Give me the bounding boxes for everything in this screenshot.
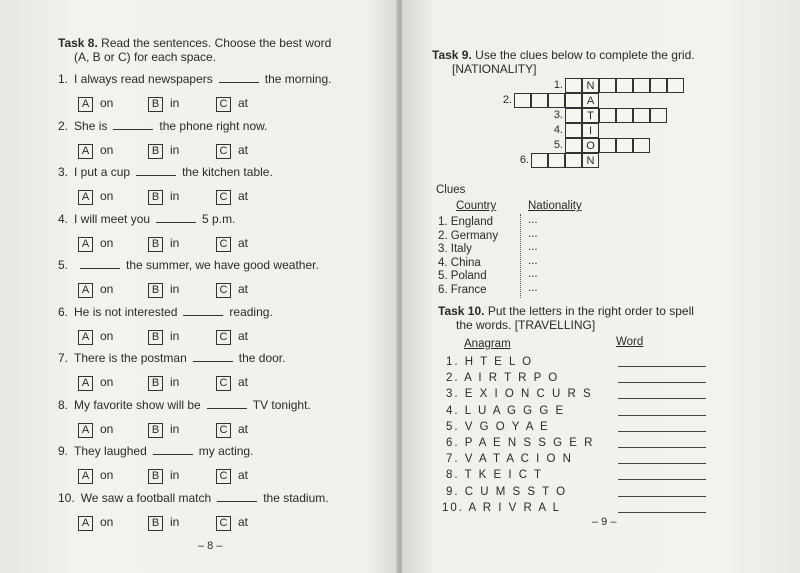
answer-line[interactable] [618,463,706,464]
option-letter-box[interactable]: A [78,97,93,112]
grid-row-label: 1. [553,79,563,91]
option-letter-box[interactable]: B [148,516,163,531]
country-clue: 3. Italy [438,243,472,255]
option-letter-box[interactable]: C [216,190,231,205]
answer-line[interactable] [618,447,706,448]
question-text-before: There is the postman [74,351,187,365]
option-a[interactable] [78,236,113,252]
grid-key-cell: I [582,123,599,138]
grid-cell[interactable] [599,138,616,153]
task10-title: Task 10. [438,304,485,318]
question-text-before: We saw a football match [80,490,212,505]
question-7 [58,351,285,365]
task8-heading [58,36,378,64]
question-number: 8. [58,397,69,412]
option-word: in [170,421,180,436]
option-letter-box[interactable]: B [148,376,163,391]
task9-instructions: Use the clues below to complete the grid. [475,48,695,62]
option-letter-box[interactable]: A [78,283,93,298]
grid-cell[interactable] [633,138,650,153]
option-b[interactable] [148,236,179,252]
word-header: Word [616,336,644,348]
grid-row-label: 4. [553,124,563,136]
question-number: 9. [58,444,69,458]
option-word: on [100,282,114,296]
grid-row-label: 6. [519,154,529,166]
answer-blank[interactable] [80,258,120,269]
option-c[interactable] [216,422,248,438]
country-clue: 6. France [438,283,487,296]
anagram-item: 5. V G O Y A E [446,420,550,433]
clues-divider [520,214,521,298]
left-page [0,0,398,573]
option-c[interactable] [216,329,248,345]
answer-blank[interactable] [193,351,233,362]
option-b[interactable] [148,468,179,484]
option-word: in [170,142,180,157]
grid-key-cell: N [582,153,599,168]
grid-cell[interactable] [650,108,667,123]
grid-cell[interactable] [599,78,616,93]
grid-row-label: 2. [502,94,512,106]
grid-cell[interactable] [531,153,548,168]
question-number: 4. [58,211,69,226]
option-word: at [238,96,249,110]
answer-line[interactable] [618,398,706,399]
option-word: at [238,468,249,482]
task9-heading [432,48,695,76]
answer-blank[interactable] [207,398,247,409]
clues-label: Clues [436,184,466,196]
option-letter-box[interactable]: A [78,423,93,438]
option-letter-box[interactable]: C [216,283,231,298]
question-2 [58,119,267,133]
option-letter-box[interactable]: B [148,423,163,438]
grid-cell[interactable] [633,78,650,93]
answer-line[interactable] [618,431,706,432]
right-page [402,0,800,573]
question-number: 3. [58,165,69,179]
anagram-header: Anagram [464,338,511,350]
option-letter-box[interactable]: C [216,237,231,252]
task10-heading [438,304,694,332]
option-word: on [100,96,114,110]
option-b[interactable] [148,422,179,438]
answer-line[interactable] [618,382,706,383]
question-3 [58,165,273,179]
option-a[interactable] [78,422,113,438]
answer-blank[interactable] [136,165,176,176]
question-5 [58,258,319,272]
option-b[interactable] [148,96,179,112]
option-letter-box[interactable]: B [148,330,163,345]
option-letter-box[interactable]: C [216,376,231,391]
option-word: at [238,142,249,157]
option-letter-box[interactable]: B [148,237,163,252]
nationality-header: Nationality [528,200,582,212]
option-letter-box[interactable]: A [78,330,93,345]
option-a[interactable] [78,375,113,391]
option-letter-box[interactable]: C [216,469,231,484]
option-c[interactable] [216,515,248,531]
answer-blank[interactable] [219,72,259,83]
grid-cell[interactable] [531,93,548,108]
grid-cell[interactable] [565,93,582,108]
country-clue: 2. Germany [438,229,499,242]
option-word: on [100,142,114,157]
grid-row-label: 3. [553,109,563,121]
question-text-before: My favorite show will be [74,397,201,412]
question-text-after: the phone right now. [159,118,268,133]
option-word: at [238,282,249,296]
task9-topic: [NATIONALITY] [452,62,537,76]
nationality-blank[interactable]: ... [528,254,538,267]
option-c[interactable] [216,189,248,205]
question-number: 7. [58,351,69,365]
option-a[interactable] [78,282,113,298]
option-b[interactable] [148,375,179,391]
anagram-item: 4. L U A G G G E [446,404,566,417]
option-word: at [238,421,249,436]
anagram-item: 7. V A T A C I O N [446,453,573,466]
grid-cell[interactable] [565,138,582,153]
grid-key-cell: O [582,138,599,153]
option-c[interactable] [216,468,248,484]
answer-line[interactable] [618,366,706,367]
option-word: in [170,328,180,343]
anagram-item: 10. A R I V R A L [442,501,562,514]
country-clue: 5. Poland [438,270,487,282]
page-number-right: – 9 – [592,516,617,528]
option-letter-box[interactable]: B [148,283,163,298]
anagram-item: 1. H T E L O [446,356,534,368]
grid-cell[interactable] [548,93,565,108]
option-letter-box[interactable]: B [148,97,163,112]
answer-blank[interactable] [153,444,193,455]
answer-line[interactable] [618,415,706,416]
option-a[interactable] [78,468,113,484]
option-letter-box[interactable]: B [148,469,163,484]
grid-cell[interactable] [565,108,582,123]
question-9 [58,444,253,458]
task8-title: Task 8. [58,36,98,50]
nationality-blank[interactable]: ... [528,268,538,280]
grid-cell[interactable] [565,153,582,168]
option-letter-box[interactable]: A [78,237,93,252]
option-word: at [238,514,249,529]
option-word: on [100,375,114,389]
option-letter-box[interactable]: A [78,190,93,205]
option-word: at [238,328,249,343]
nationality-blank[interactable]: ... [528,281,538,294]
answer-blank[interactable] [217,491,257,502]
nationality-blank[interactable]: ... [528,241,538,253]
grid-cell[interactable] [633,108,650,123]
option-word: at [238,189,249,203]
task8-instructions-2: (A, B or C) for each space. [74,50,217,64]
question-text-before: He is not interested [74,304,178,319]
grid-cell[interactable] [616,78,633,93]
question-number: 1. [58,72,69,86]
option-word: on [100,189,114,203]
question-number: 5. [58,258,69,272]
grid-cell[interactable] [565,78,582,93]
grid-cell[interactable] [514,93,531,108]
option-word: in [170,514,180,529]
country-header: Country [456,200,497,212]
option-word: in [170,282,180,296]
option-word: at [238,375,249,389]
option-c[interactable] [216,375,248,391]
question-text-after: the door. [238,351,286,365]
option-letter-box[interactable]: A [78,516,93,531]
anagram-item: 6. P A E N S S G E R [446,437,595,449]
anagram-item: 3. E X I O N C U R S [446,388,593,401]
option-word: on [100,514,114,529]
question-text-after: my acting. [198,444,254,458]
option-a[interactable] [78,96,113,112]
question-8 [58,398,311,412]
option-letter-box[interactable]: C [216,330,231,345]
task9-title: Task 9. [432,48,472,62]
grid-cell[interactable] [616,108,633,123]
option-word: on [100,468,114,482]
option-c[interactable] [216,282,248,298]
option-c[interactable] [216,96,248,112]
question-10 [58,491,329,505]
grid-cell[interactable] [599,108,616,123]
question-6 [58,305,273,319]
option-word: on [100,235,114,250]
question-text-after: the stadium. [263,490,329,505]
option-letter-box[interactable]: B [148,144,163,159]
grid-row-label: 5. [553,139,563,151]
question-text-before: She is [74,118,108,133]
answer-line[interactable] [618,479,706,480]
grid-cell[interactable] [616,138,633,153]
country-clue: 4. China [438,256,481,269]
question-text-after: 5 p.m. [202,211,236,226]
option-letter-box[interactable]: A [78,144,93,159]
option-letter-box[interactable]: C [216,144,231,159]
question-text-after: the summer, we have good weather. [126,258,319,272]
anagram-item: 2. A I R T R P O [446,372,560,385]
option-a[interactable] [78,143,113,159]
grid-cell[interactable] [565,123,582,138]
option-word: on [100,421,114,436]
question-1 [58,72,331,86]
question-text-before: They laughed [74,444,147,458]
question-number: 6. [58,304,69,319]
anagram-item: 9. C U M S S T O [446,485,568,498]
grid-key-cell: N [582,78,599,93]
nationality-blank[interactable]: ... [528,214,538,226]
option-word: on [100,328,114,343]
option-a[interactable] [78,189,113,205]
option-b[interactable] [148,329,179,345]
option-a[interactable] [78,329,113,345]
answer-line[interactable] [618,496,706,497]
option-letter-box[interactable]: C [216,423,231,438]
task10-instructions-2: the words. [TRAVELLING] [456,318,596,332]
question-number: 10. [58,490,75,505]
option-word: in [170,96,180,110]
page-number-left: – 8 – [198,540,223,552]
question-text-before: I put a cup [74,165,131,179]
option-b[interactable] [148,189,179,205]
anagram-item: 8. T K E I C T [446,469,544,482]
task8-instructions: Read the sentences. Choose the best word [101,36,332,50]
option-b[interactable] [148,143,179,159]
answer-blank[interactable] [183,305,223,316]
option-c[interactable] [216,143,248,159]
task10-instructions: Put the letters in the right order to spell [487,304,694,318]
answer-blank[interactable] [156,212,196,223]
answer-line[interactable] [618,512,706,513]
question-text-before: I always read newspapers [74,72,213,86]
option-b[interactable] [148,515,179,531]
question-number: 2. [58,118,69,133]
option-word: at [238,235,249,250]
grid-key-cell: T [582,108,599,123]
grid-cell[interactable] [667,78,684,93]
option-c[interactable] [216,236,248,252]
question-4 [58,212,235,226]
answer-blank[interactable] [113,119,153,130]
option-letter-box[interactable]: B [148,190,163,205]
question-text-before: I will meet you [74,211,151,226]
option-letter-box[interactable]: C [216,516,231,531]
option-word: in [170,468,180,482]
option-b[interactable] [148,282,179,298]
country-clue: 1. England [438,216,493,228]
option-word: in [170,189,180,203]
option-letter-box[interactable]: A [78,469,93,484]
grid-key-cell: A [582,93,599,108]
option-a[interactable] [78,515,113,531]
option-word: in [170,235,180,250]
question-text-after: TV tonight. [252,397,311,412]
option-letter-box[interactable]: A [78,376,93,391]
question-text-after: the morning. [264,72,332,86]
question-text-after: reading. [229,304,273,319]
grid-cell[interactable] [548,153,565,168]
grid-cell[interactable] [650,78,667,93]
option-letter-box[interactable]: C [216,97,231,112]
nationality-blank[interactable]: ... [528,227,538,240]
option-word: in [170,375,180,389]
question-text-after: the kitchen table. [182,165,273,179]
